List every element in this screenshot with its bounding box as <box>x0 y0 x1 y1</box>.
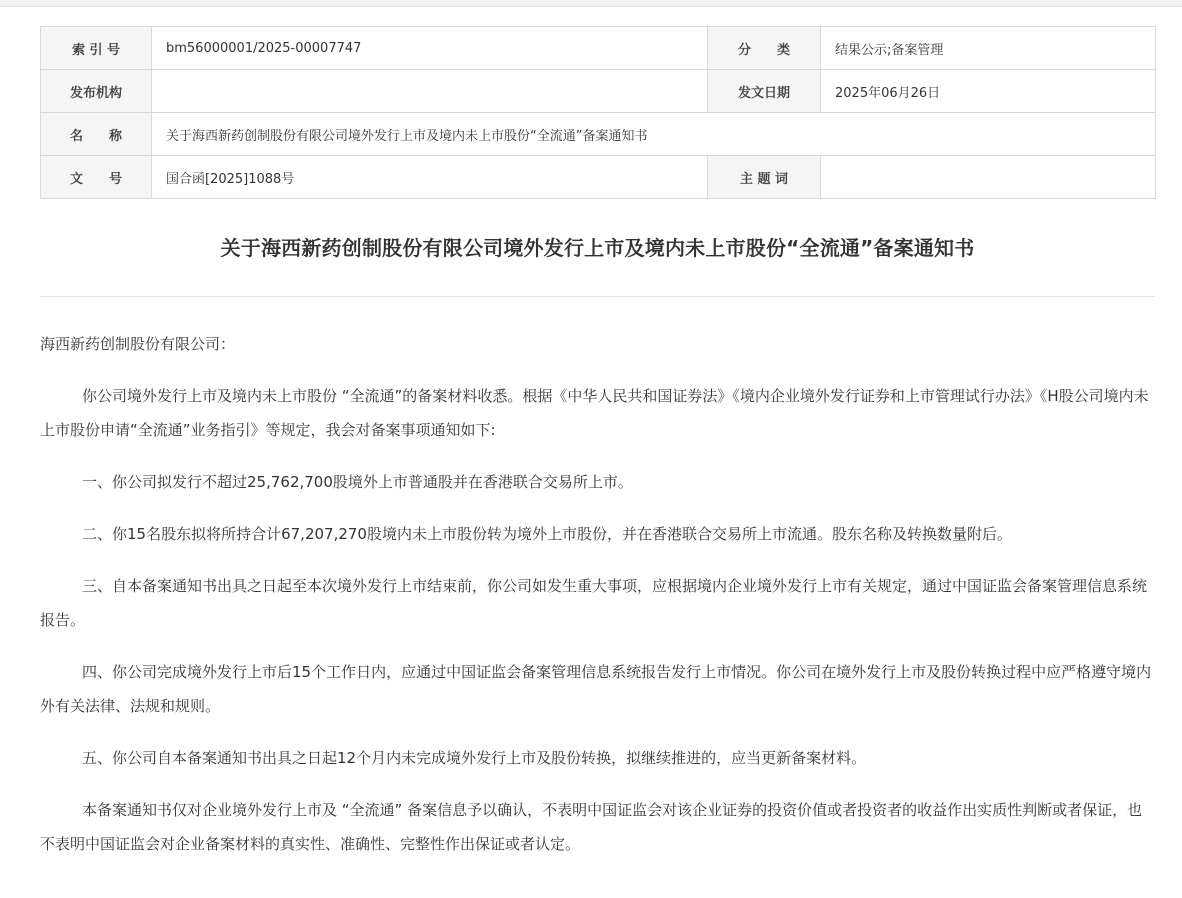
document-body <box>40 327 1155 879</box>
date-value: 2025年06月26日 <box>821 70 1156 113</box>
info-row-publisher <box>41 70 1156 113</box>
index-value: bm56000001/2025-00007747 <box>152 27 708 70</box>
name-label: 名 称 <box>41 113 152 156</box>
body-paragraph: 你公司境外发行上市及境内未上市股份 “全流通”的备案材料收悉。根据《中华人民共和国证券法》《境内企业境外发行证券和上市管理试行办法》《H股公司境内未上市股份申请“全流通”业务指引》等规定，我会对备案事项通知如下: <box>40 387 1149 439</box>
salutation: 海西新药创制股份有限公司： <box>40 335 236 353</box>
body-paragraph: 五、你公司自本备案通知书出具之日起12个月内未完成境外发行上市及股份转换，拟继续推进的，应当更新备案材料。 <box>82 749 867 767</box>
name-value: 关于海西新药创制股份有限公司境外发行上市及境内未上市股份“全流通”备案通知书 <box>152 113 1156 156</box>
body-paragraph: 一、你公司拟发行不超过25,762,700股境外上市普通股并在香港联合交易所上市。 <box>82 473 633 491</box>
index-label: 索 引 号 <box>41 27 152 70</box>
keywords-value <box>821 156 1156 199</box>
body-paragraph: 四、你公司完成境外发行上市后15个工作日内，应通过中国证监会备案管理信息系统报告发行上市情况。你公司在境外发行上市及股份转换过程中应严格遵守境内外有关法律、法规和规则。 <box>40 663 1152 715</box>
category-label: 分 类 <box>708 27 821 70</box>
body-paragraph: 二、你15名股东拟将所持合计67,207,270股境内未上市股份转为境外上市股份，并在香港联合交易所上市流通。股东名称及转换数量附后。 <box>82 525 1012 543</box>
category-value: 结果公示;备案管理 <box>821 27 1156 70</box>
document-title: 关于海西新药创制股份有限公司境外发行上市及境内未上市股份“全流通”备案通知书 <box>220 236 975 260</box>
docno-value: 国合函[2025]1088号 <box>152 156 708 199</box>
publisher-label: 发布机构 <box>41 70 152 113</box>
info-row-index <box>41 27 1156 70</box>
keywords-label: 主 题 词 <box>708 156 821 199</box>
info-row-docno <box>41 156 1156 199</box>
info-row-name <box>41 113 1156 156</box>
top-bar <box>0 0 1182 7</box>
document-info-table <box>40 26 1156 199</box>
docno-label: 文 号 <box>41 156 152 199</box>
body-paragraph: 本备案通知书仅对企业境外发行上市及 “全流通” 备案信息予以确认，不表明中国证监会对该企业证券的投资价值或者投资者的收益作出实质性判断或者保证，也不表明中国证监会对企业备案材料的真实性、准确性、完整性作出保证或者认定。 <box>40 801 1143 853</box>
title-divider <box>40 296 1155 297</box>
date-label: 发文日期 <box>708 70 821 113</box>
body-paragraph: 三、自本备案通知书出具之日起至本次境外发行上市结束前，你公司如发生重大事项，应根据境内企业境外发行上市有关规定，通过中国证监会备案管理信息系统报告。 <box>40 577 1148 629</box>
publisher-value <box>152 70 708 113</box>
